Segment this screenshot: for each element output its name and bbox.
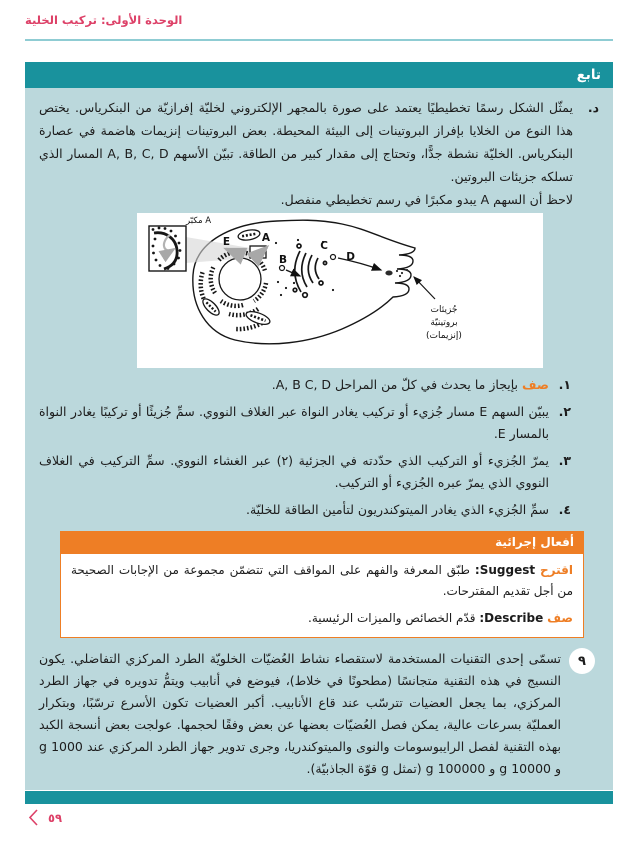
question-number: ٣. bbox=[558, 453, 571, 468]
question-text: سمِّ الجُزيء الذي يغادر الميتوكندريون لتأمين الطاقة للخليّة. bbox=[245, 502, 549, 517]
continued-bar bbox=[25, 62, 613, 88]
question-9-text: تسمّى إحدى التقنيات المستخدمة لاستقصاء نشاط العُضيّات الخلويّة الطرد المركزي التفاضلي. يكون النسيج في هذه التقنية متجانسًا (مطحونًا في خلاط)، فيوضع في أنابيب ويتمُّ تدويره في جهاز الطرد المركزي، بما يجعل العضيات تترسّب عند قاع الأنابيب. أكبر العضيات تكون الأسرع ترسّبًا، وبتكرار العمليّة بسرعات عالية، يمكن فصل العُضيّات بعضها عن بعض وفقًا لحجمها. عولجت بعض أنسجة الكبد بهذه التقنية لفصل الرايبوسومات والنوى والميتوكندريا، وجرى تدوير جهاز الطرد المركزي عند 1000 g و 10000 g و 100000 g (تمثل g قوّة الجاذبيّة). bbox=[39, 651, 561, 776]
question-2 bbox=[39, 401, 571, 445]
protein-label-line3: (إنزيمات) bbox=[426, 331, 462, 341]
label-e: E bbox=[222, 236, 230, 248]
verb-en: Describe: bbox=[479, 611, 544, 625]
action-verb-suggest bbox=[71, 560, 573, 602]
action-verb-inline: صف bbox=[522, 377, 549, 392]
question-text: بإيجاز ما يحدث في كلّ من المراحل A, B C, D. bbox=[271, 377, 519, 392]
protein-label-line2: بروتينيّة bbox=[430, 318, 458, 328]
question-9-number-badge: ٩ bbox=[569, 648, 595, 674]
verb-ar: صف bbox=[547, 611, 573, 625]
bottom-bar bbox=[25, 791, 613, 804]
question-number: ٢. bbox=[558, 404, 571, 419]
unit-header: الوحدة الأولى: تركيب الخلية bbox=[25, 13, 183, 27]
page-footer bbox=[27, 808, 62, 827]
protein-label-line1: جُزيئات bbox=[430, 305, 458, 315]
vesicle-b bbox=[280, 266, 285, 271]
question-1 bbox=[39, 374, 571, 396]
question-number: ٤. bbox=[558, 502, 571, 517]
intro-paragraph bbox=[39, 96, 599, 211]
cell-diagram bbox=[137, 213, 543, 368]
content-area bbox=[25, 88, 613, 790]
question-4 bbox=[39, 499, 571, 521]
action-verb-describe bbox=[71, 608, 573, 629]
vesicle-c bbox=[331, 255, 336, 260]
intro-text: يمثّل الشكل رسمًا تخطيطيًا يعتمد على صورة بالمجهر الإلكتروني لخليّة إفرازيّة من البنكرياس. يختص هذا النوع من الخلايا بإفراز البروتينات إلى البيئة المحيطة. بعض البروتينات إنزيمات هاضمة في عصارة البنكرياس. الخليّة نشطة جدًّا، وتحتاج إلى مقدار كبير من الطاقة. تبيّن الأسهم A, B, C, D المسار الذي تسلكه جزيئات البروتين. bbox=[39, 100, 573, 184]
cell-diagram-box bbox=[137, 213, 543, 368]
nucleus bbox=[219, 258, 261, 300]
chevron-left-icon bbox=[27, 808, 39, 827]
continued-label: تابع bbox=[576, 67, 601, 83]
intro-note: لاحظ أن السهم A يبدو مكبرًا في رسم تخطيطي منفصل. bbox=[280, 192, 573, 207]
item-marker-d: د. bbox=[587, 100, 599, 115]
action-verbs-box bbox=[60, 531, 584, 638]
question-text: يمرّ الجُزيء أو التركيب الذي حدّدته في الجزئية (٢) عبر الغشاء النووي. سمِّ التركيب في الغلاف النووي الذي يمرّ عبره الجُزيء أو التركيب. bbox=[39, 453, 549, 490]
verb-definition: طبّق المعرفة والفهم على المواقف التي تتضمّن مجموعة من الإجابات الصحيحة من أجل تقديم المقترحات. bbox=[71, 563, 573, 598]
questions-list bbox=[39, 374, 571, 521]
action-verbs-title: أفعال إجرائية bbox=[60, 531, 584, 554]
label-a: A bbox=[261, 232, 270, 244]
question-3 bbox=[39, 450, 571, 494]
page-number: ٥٩ bbox=[48, 810, 63, 825]
header-rule bbox=[25, 39, 613, 41]
protein-label-arrow bbox=[414, 277, 435, 299]
question-9 bbox=[39, 648, 595, 780]
inset-magnified-a bbox=[149, 226, 186, 271]
verb-en: Suggest: bbox=[474, 563, 536, 577]
label-b: B bbox=[278, 254, 287, 266]
question-text: يبيّن السهم E مسار جُزيء أو تركيب يغادر النواة عبر الغلاف النووي. سمِّ جُزيئًا أو تركيبًا يغادر النواة بالمسار E. bbox=[39, 404, 549, 441]
verb-definition: قدّم الخصائص والميزات الرئيسية. bbox=[308, 611, 476, 625]
exercise-block bbox=[25, 62, 613, 790]
question-number: ١. bbox=[558, 377, 571, 392]
inset-label: A مكبّر bbox=[186, 216, 212, 226]
verb-ar: اقترح bbox=[540, 563, 573, 577]
label-d: D bbox=[346, 251, 355, 263]
label-c: C bbox=[320, 240, 328, 252]
